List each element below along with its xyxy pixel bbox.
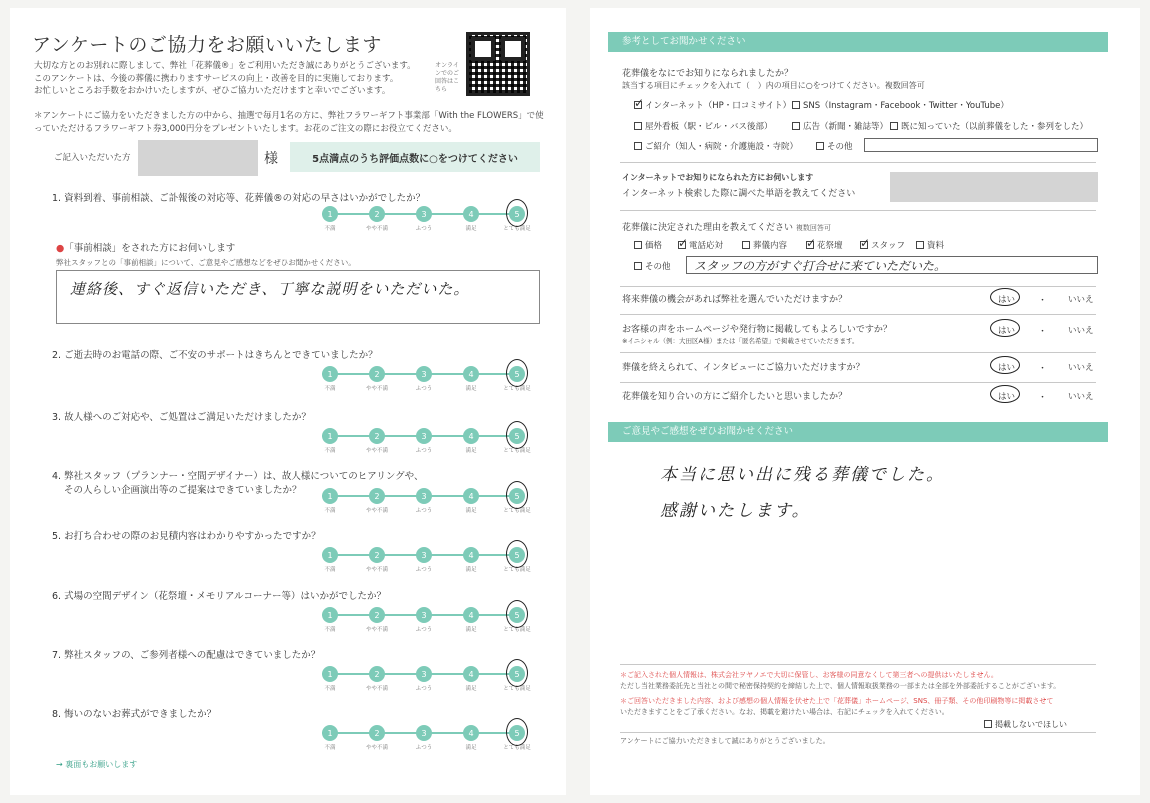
question-6: 6. 式場の空間デザイン（花祭壇・メモリアルコーナー等）はいかがでしたか？ [52, 591, 387, 602]
checkbox-sns[interactable]: SNS（Instagram・Facebook・Twitter・YouTube） [792, 99, 1009, 111]
reference-section-band: 参考としてお聞かせください [608, 32, 1108, 52]
rating-dot-2[interactable]: 2 [369, 666, 385, 682]
rating-dot-2[interactable]: 2 [369, 428, 385, 444]
selected-yes-circle [990, 385, 1020, 403]
rating-dot-4[interactable]: 4 [463, 366, 479, 382]
yes-option[interactable]: はい [998, 326, 1016, 336]
checkbox-phone-response[interactable]: ✓ 電話応対 [678, 236, 724, 251]
checkbox-box[interactable] [916, 241, 924, 249]
checkbox-box[interactable] [890, 122, 898, 130]
rating-scale-q3[interactable]: 1 不満 2 やや不満 3 ふつう 4 満足 5 とても満足 [310, 426, 525, 460]
rating-dot-4[interactable]: 4 [463, 488, 479, 504]
yes-option[interactable]: はい [998, 363, 1016, 373]
divider [620, 732, 1096, 733]
rating-dot-3[interactable]: 3 [416, 366, 432, 382]
rating-dot-5[interactable]: 5 [509, 428, 525, 444]
check-mark-icon: ✓ [806, 236, 817, 250]
selected-rating-circle [506, 199, 528, 227]
publish-note-1: ＊ご回答いただきました内容、および感想の個人情報を伏せた上で「花葬儀」ホームページ、SNS、冊子類、その他印刷物等に掲載させて [620, 697, 1054, 705]
rating-dot-3[interactable]: 3 [416, 666, 432, 682]
checkbox-price[interactable]: 価格 [634, 239, 662, 251]
checkbox-flower-altar[interactable]: ✓ 花祭壇 [806, 236, 843, 251]
qr-caption: オンラインでのご回答はこちら [435, 62, 460, 93]
question-5: 5. お打ち合わせの際のお見積内容はわかりやすかったですか？ [52, 531, 321, 542]
page-title: アンケートのご協力をお願いいたします [32, 34, 382, 56]
checkbox-staff[interactable]: ✓ スタッフ [860, 236, 906, 251]
keyword-field-redacted[interactable] [890, 172, 1098, 202]
check-mark-icon: ✓ [634, 96, 645, 110]
separator-dot: ・ [1038, 393, 1048, 403]
reason-other-handwritten: スタッフの方がすぐ打合せに来ていただいた。 [694, 259, 947, 273]
rating-scale-q2[interactable]: 1 不満 2 やや不満 3 ふつう 4 満足 5 とても満足 [310, 364, 525, 398]
separator-dot: ・ [1038, 364, 1048, 374]
rating-dot-3[interactable]: 3 [416, 607, 432, 623]
rating-dot-4[interactable]: 4 [463, 206, 479, 222]
internet-question-heading: インターネットでお知りになられた方にお伺いします [622, 173, 814, 182]
checkbox-other[interactable]: その他 [816, 140, 853, 152]
rating-scale-q8[interactable]: 1 不満 2 やや不満 3 ふつう 4 満足 5 とても満足 [310, 723, 525, 757]
checkbox-already-known[interactable]: 既に知っていた（以前葬儀をした・参列をした） [890, 120, 1088, 132]
score-instruction-banner: 5点満点のうち評価点数に○をつけてください [290, 142, 540, 172]
selected-rating-circle [506, 421, 528, 449]
rating-dot-2[interactable]: 2 [369, 206, 385, 222]
checkbox-box[interactable] [634, 142, 642, 150]
selected-rating-circle [506, 659, 528, 687]
name-label: ご記入いただいた方 [54, 153, 131, 163]
rating-dot-1[interactable]: 1 [322, 547, 338, 563]
question-8: 8. 悔いのないお葬式ができましたか？ [52, 709, 217, 720]
rating-dot-3[interactable]: 3 [416, 488, 432, 504]
survey-front-page [10, 8, 566, 795]
how-known-instruction: 該当する項目にチェックを入れて（ ）内の項目に○をつけてください。複数回答可 [622, 81, 925, 90]
turn-over-note: → 裏面もお願いします [56, 760, 138, 769]
decision-reason-question: 花葬儀に決定された理由を教えてください 複数回答可 [622, 223, 831, 233]
rating-dot-3[interactable]: 3 [416, 547, 432, 563]
checkbox-box[interactable] [634, 241, 642, 249]
rating-dot-3[interactable]: 3 [416, 206, 432, 222]
rating-scale-q1[interactable]: 1 不満 2 やや不満 3 ふつう 4 満足 5 とても満足 [310, 204, 525, 238]
selected-rating-circle [506, 718, 528, 746]
qr-code-icon[interactable] [466, 32, 530, 96]
opinion-handwritten-line-1: 本当に思い出に残る葬儀でした。 [660, 465, 945, 485]
checkbox-reason-other[interactable]: その他 [634, 260, 671, 272]
thanks-note: アンケートにご協力いただきまして誠にありがとうございました。 [620, 737, 830, 745]
rating-dot-3[interactable]: 3 [416, 725, 432, 741]
yesno-question-3: 葬儀を終えられて、インタビューにご協力いただけますか？ [622, 363, 865, 373]
rating-dot-2[interactable]: 2 [369, 725, 385, 741]
rating-dot-1[interactable]: 1 [322, 725, 338, 741]
rating-dot-5[interactable]: 5 [509, 547, 525, 563]
yesno-question-4: 花葬儀を知り合いの方にご紹介したいと思いましたか？ [622, 392, 848, 402]
checkbox-box[interactable] [634, 96, 645, 110]
rating-dot-4[interactable]: 4 [463, 725, 479, 741]
divider [620, 286, 1096, 287]
checkbox-box[interactable] [678, 236, 689, 250]
how-known-question: 花葬儀をなにでお知りになられましたか？ [622, 69, 794, 79]
rating-dot-1[interactable]: 1 [322, 666, 338, 682]
question-4-line2: その人らしい企画演出等のご提案はできていましたか？ [64, 485, 302, 496]
rating-dot-1[interactable]: 1 [322, 428, 338, 444]
rating-dot-4[interactable]: 4 [463, 666, 479, 682]
question-2: 2. ご逝去時のお電話の際、ご不安のサポートはきちんとできていましたか？ [52, 350, 378, 361]
pre-consult-handwritten: 連絡後、すぐ返信いただき、丁寧な説明をいただいた。 [70, 280, 470, 298]
honorific-sama: 様 [264, 151, 278, 167]
selected-rating-circle [506, 600, 528, 628]
rating-dot-4[interactable]: 4 [463, 428, 479, 444]
privacy-note-2: ただし当社業務委託先と当社との間で秘密保持契約を締結した上で、個人情報取扱業務の一部または全部を外部委託することがございます。 [620, 682, 1061, 690]
divider [620, 382, 1096, 383]
rating-scale-q5[interactable]: 1 不満 2 やや不満 3 ふつう 4 満足 5 とても満足 [310, 545, 525, 579]
checkbox-no-publish[interactable]: 掲載しないでほしい [984, 719, 1067, 730]
rating-dot-5[interactable]: 5 [509, 725, 525, 741]
pre-consult-subtext: 弊社スタッフとの「事前相談」について、ご意見やご感想などをぜひお聞かせください。 [56, 258, 356, 267]
rating-scale-q6[interactable]: 1 不満 2 やや不満 3 ふつう 4 満足 5 とても満足 [310, 605, 525, 639]
yesno-question-2: お客様の声をホームページや発行物に掲載してもよろしいですか？ [622, 325, 892, 335]
checkbox-advertisement[interactable]: 広告（新聞・雑誌等） [792, 120, 888, 132]
question-7: 7. 弊社スタッフの、ご参列者様への配慮はできていましたか？ [52, 650, 321, 661]
rating-dot-5[interactable]: 5 [509, 666, 525, 682]
rating-dot-5[interactable]: 5 [509, 488, 525, 504]
question-1: 1. 資料到着、事前相談、ご訃報後の対応等、花葬儀®の対応の早さはいかがでしたか？ [52, 193, 426, 204]
question-4: 4. 弊社スタッフ（プランナー・空間デザイナー）は、故人様についてのヒアリングや、 [52, 471, 424, 482]
checkbox-box[interactable] [860, 236, 871, 250]
yesno-question-1: 将来葬儀の機会があれば弊社を選んでいただけますか？ [622, 295, 848, 305]
no-option[interactable]: いいえ [1068, 326, 1094, 336]
rating-dot-2[interactable]: 2 [369, 607, 385, 623]
intro-text: 大切な方とのお別れに際しまして、弊社「花葬儀®」をご利用いただき誠にありがとうございます。 このアンケートは、今後の葬儀に携わりますサービスの向上・改善を目的に実施しております。 お忙しいところお手数をおかけいたしますが、ぜひご協力いただけますと幸いでございます。 [34, 61, 416, 96]
checkbox-box[interactable] [984, 720, 992, 728]
checkbox-box[interactable] [806, 236, 817, 250]
divider [620, 210, 1096, 211]
selected-yes-circle [990, 356, 1020, 374]
rating-dot-5[interactable]: 5 [509, 206, 525, 222]
checkbox-box[interactable] [792, 122, 800, 130]
rating-dot-1[interactable]: 1 [322, 206, 338, 222]
yes-option[interactable]: はい [998, 295, 1016, 305]
rating-dot-1[interactable]: 1 [322, 488, 338, 504]
checkbox-box[interactable] [634, 122, 642, 130]
divider [620, 314, 1096, 315]
checkbox-internet[interactable]: ✓ インターネット（HP・口コミサイト） [634, 96, 792, 111]
no-option[interactable]: いいえ [1068, 392, 1094, 402]
no-option[interactable]: いいえ [1068, 363, 1094, 373]
gift-notice: ＊アンケートにご協力をいただきました方の中から、抽選で毎月1名の方に、弊社フラワーギフト事業部「With the FLOWERS」で使っていただけるフラワーギフト券3,000円分をプレゼントいたします。お花のご注文の際にお役立てください。 [34, 111, 544, 134]
checkbox-materials[interactable]: 資料 [916, 239, 944, 251]
name-field-redacted[interactable] [138, 140, 258, 176]
checkbox-box[interactable] [742, 241, 750, 249]
rating-dot-4[interactable]: 4 [463, 607, 479, 623]
checkbox-box[interactable] [816, 142, 824, 150]
rating-dot-1[interactable]: 1 [322, 607, 338, 623]
survey-back-page [590, 8, 1140, 795]
privacy-note-1: ＊ご記入された個人情報は、株式会社ヲヤノエで大切に保管し、お客様の同意なくして第三者への提供はいたしません。 [620, 671, 998, 679]
rating-dot-3[interactable]: 3 [416, 428, 432, 444]
checkbox-box[interactable] [792, 101, 800, 109]
checkbox-outdoor-sign[interactable]: 屋外看板（駅・ビル・バス後部） [634, 120, 773, 132]
rating-dot-5[interactable]: 5 [509, 366, 525, 382]
rating-scale-q7[interactable]: 1 不満 2 やや不満 3 ふつう 4 満足 5 とても満足 [310, 664, 525, 698]
internet-keyword-question: インターネット検索した際に調べた単語を教えてください [622, 189, 856, 199]
opinion-handwritten-line-2: 感謝いたします。 [660, 501, 811, 521]
check-mark-icon: ✓ [678, 236, 689, 250]
check-mark-icon: ✓ [860, 236, 871, 250]
rating-dot-2[interactable]: 2 [369, 366, 385, 382]
rating-scale-q4[interactable]: 1 不満 2 やや不満 3 ふつう 4 満足 5 とても満足 [310, 486, 525, 520]
selected-yes-circle [990, 319, 1020, 337]
selected-rating-circle [506, 359, 528, 387]
no-option[interactable]: いいえ [1068, 295, 1094, 305]
divider [620, 352, 1096, 353]
rating-dot-5[interactable]: 5 [509, 607, 525, 623]
rating-dot-4[interactable]: 4 [463, 547, 479, 563]
rating-dot-1[interactable]: 1 [322, 366, 338, 382]
checkbox-referral[interactable]: ご紹介（知人・病院・介護施設・寺院） [634, 140, 798, 152]
checkbox-funeral-content[interactable]: 葬儀内容 [742, 239, 787, 251]
other-source-input[interactable] [864, 138, 1098, 152]
divider [620, 162, 1096, 163]
selected-rating-circle [506, 540, 528, 568]
yes-option[interactable]: はい [998, 392, 1016, 402]
selected-yes-circle [990, 288, 1020, 306]
rating-dot-2[interactable]: 2 [369, 547, 385, 563]
separator-dot: ・ [1038, 296, 1048, 306]
publish-note-2: いただきますことをご了承ください。なお、掲載を避けたい場合は、右記にチェックを入れてください。 [620, 708, 949, 716]
pre-consult-heading: ●「事前相談」をされた方にお伺いします [56, 243, 236, 254]
rating-dot-2[interactable]: 2 [369, 488, 385, 504]
opinion-section-band: ご意見やご感想をぜひお聞かせください [608, 422, 1108, 442]
divider [620, 664, 1096, 665]
yesno-question-2-note: ※イニシャル（例：大田区A様）または「匿名希望」で掲載させていただきます。 [622, 337, 859, 345]
separator-dot: ・ [1038, 327, 1048, 337]
question-3: 3. 故人様へのご対応や、ご処置はご満足いただけましたか？ [52, 412, 311, 423]
selected-rating-circle [506, 481, 528, 509]
checkbox-box[interactable] [634, 262, 642, 270]
